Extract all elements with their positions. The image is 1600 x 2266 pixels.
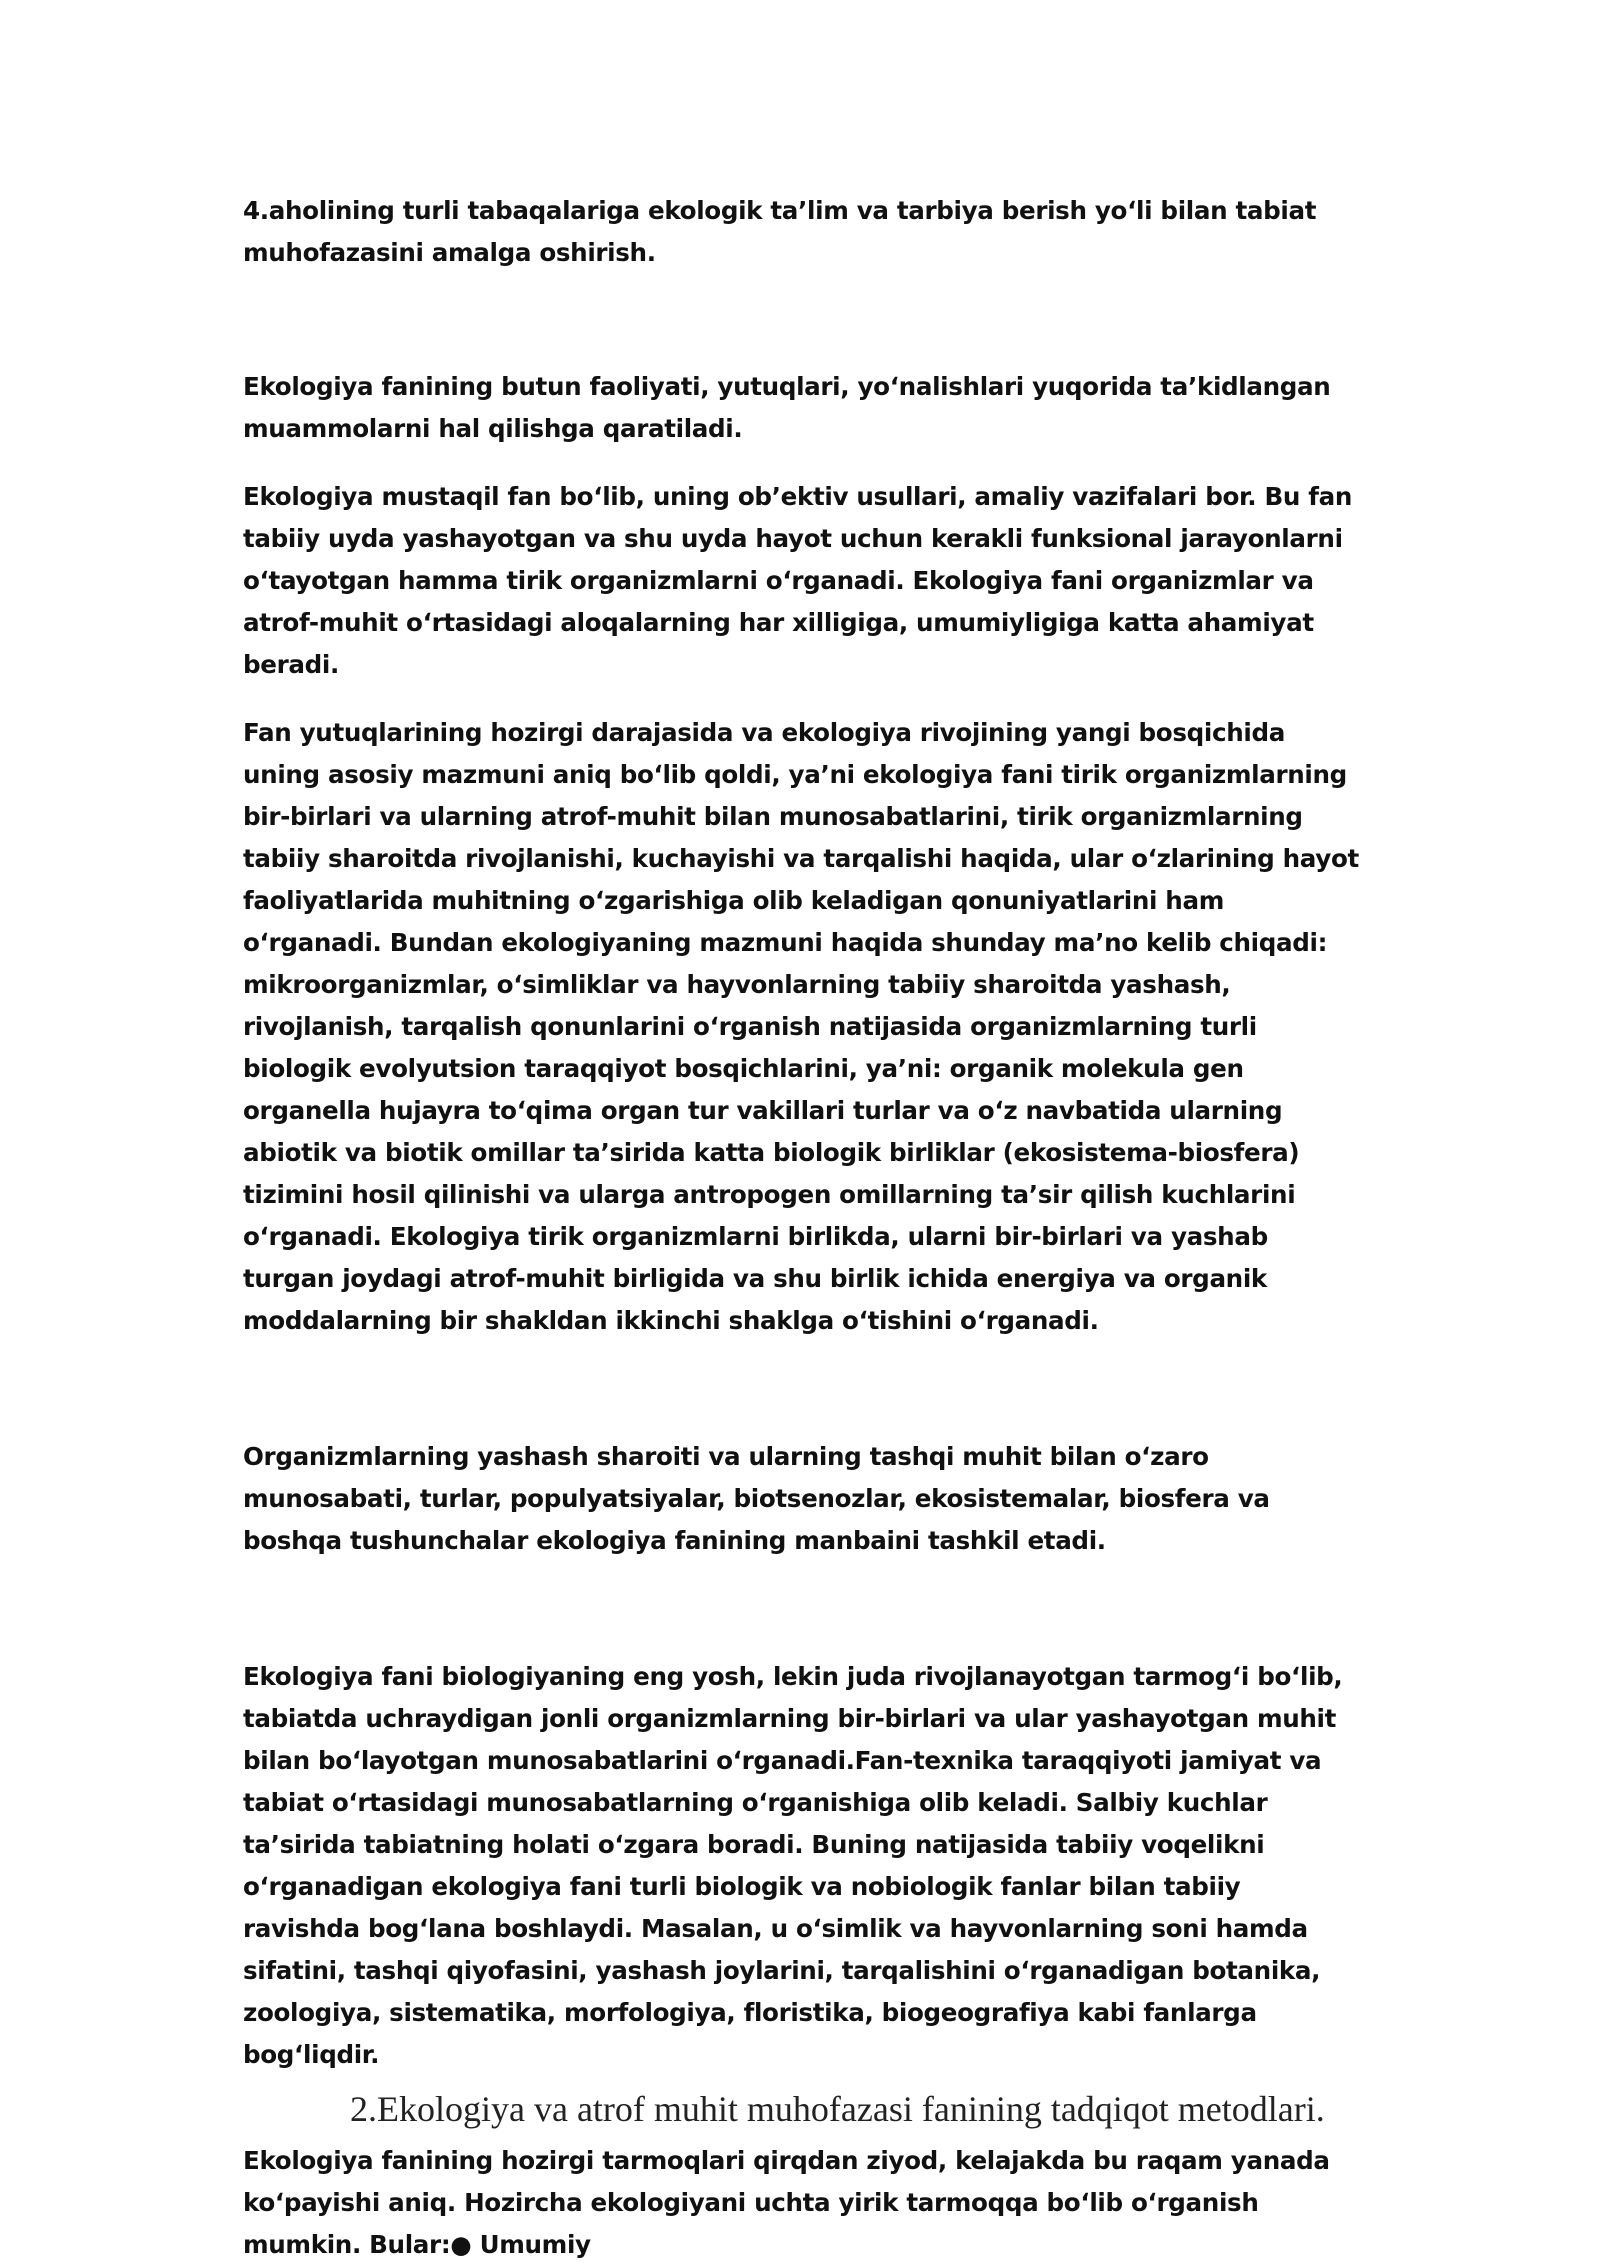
paragraph-2: Ekologiya fanining butun faoliyati, yutuqlari, yoʻnalishlari yuqorida ta’kidlangan muammolarni hal qilishga qaratiladi.	[243, 372, 1331, 443]
spacer	[243, 1342, 1363, 1436]
paragraph-7: Ekologiya fanining hozirgi tarmoqlari qirqdan ziyod, kelajakda bu raqam yanada koʻpayishi aniq. Hozircha ekologiyani uchta yirik tarmoqqa boʻlib oʻrganish mumkin. Bular:● Umumiy	[243, 2146, 1330, 2259]
spacer	[243, 2076, 1363, 2086]
section-heading: 2.Ekologiya va atrof muhit muhofazasi fanining tadqiqot metodlari.	[350, 2089, 1325, 2129]
paragraph-3: Ekologiya mustaqil fan boʻlib, uning ob’ektiv usullari, amaliy vazifalari bor. Bu fan tabiiy uyda yashayotgan va shu uyda hayot uchun kerakli funksional jarayonlarni oʻtayotgan hamma tirik organizmlarni oʻrganadi. Ekologiya fani organizmlar va atrof-muhit oʻrtasidagi aloqalarning har xilligiga, umumiyligiga katta ahamiyat beradi.	[243, 482, 1353, 679]
spacer	[243, 274, 1363, 366]
paragraph-4: Fan yutuqlarining hozirgi darajasida va ekologiya rivojining yangi bosqichida uning asosiy mazmuni aniq boʻlib qoldi, ya’ni ekologiya fani tirik organizmlarning bir-birlari va ularning atrof-muhit bilan munosabatlarini, tirik organizmlarning tabiiy sharoitda rivojlanishi, kuchayishi va tarqalishi haqida, ular oʻzlarining hayot faoliyatlarida muhitning oʻzgarishiga olib keladigan qonuniyatlarini ham oʻrganadi. Bundan ekologiyaning mazmuni haqida shunday ma’no kelib chiqadi: mikroorganizmlar, oʻsimliklar va hayvonlarning tabiiy sharoitda yashash, rivojlanish, tarqalish qonunlarini oʻrganish natijasida organizmlarning turli biologik evolyutsion taraqqiyot bosqichlarini, ya’ni: organik molekula gen organella hujayra toʻqima organ tur vakillari turlar va oʻz navbatida ularning abiotik va biotik omillar ta’sirida katta biologik birliklar (ekosistema-biosfera) tizimini hosil qilinishi va ularga antropogen omillarning ta’sir qilish kuchlarini oʻrganadi. Ekologiya tirik organizmlarni birlikda, ularni bir-birlari va yashab turgan joydagi atrof-muhit birligida va shu birlik ichida energiya va organik moddalarning bir shakldan ikkinchi shaklga oʻtishini oʻrganadi.	[243, 718, 1359, 1335]
paragraph-1: 4.aholining turli tabaqalariga ekologik ta’lim va tarbiya berish yoʻli bilan tabiat muhofazasini amalga oshirish.	[243, 196, 1317, 267]
paragraph-6: Ekologiya fani biologiyaning eng yosh, lekin juda rivojlanayotgan tarmogʻi boʻlib, tabiatda uchraydigan jonli organizmlarning bir-birlari va ular yashayotgan muhit bilan boʻlayotgan munosabatlarini oʻrganadi.Fan-texnika taraqqiyoti jamiyat va tabiat oʻrtasidagi munosabatlarning oʻrganishiga olib keladi. Salbiy kuchlar ta’sirida tabiatning holati oʻzgara boradi. Buning natijasida tabiiy voqelikni oʻrganadigan ekologiya fani turli biologik va nobiologik fanlar bilan tabiiy ravishda bogʻlana boshlaydi. Masalan, u oʻsimlik va hayvonlarning soni hamda sifatini, tashqi qiyofasini, yashash joylarini, tarqalishini oʻrganadigan botanika, zoologiya, sistematika, morfologiya, floristika, biogeografiya kabi fanlarga bogʻliqdir.	[243, 1662, 1343, 2069]
document-body	[243, 190, 1363, 2266]
spacer	[243, 1562, 1363, 1656]
spacer	[243, 2132, 1363, 2140]
spacer	[243, 450, 1363, 476]
spacer	[243, 686, 1363, 712]
paragraph-5: Organizmlarning yashash sharoiti va ularning tashqi muhit bilan oʻzaro munosabati, turlar, populyatsiyalar, biotsenozlar, ekosistemalar, biosfera va boshqa tushunchalar ekologiya fanining manbaini tashkil etadi.	[243, 1442, 1270, 1555]
